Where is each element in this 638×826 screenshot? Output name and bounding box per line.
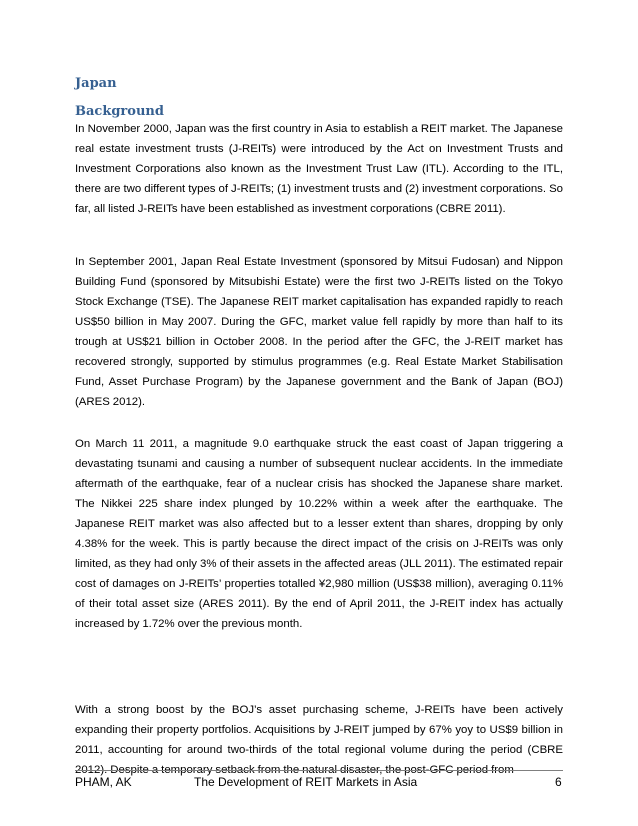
footer-author: PHAM, AK bbox=[75, 775, 132, 789]
footer-page-number: 6 bbox=[555, 775, 562, 789]
paragraph-4: With a strong boost by the BOJ’s asset purchasing scheme, J-REITs have been actively expanding their property portfolios. Acquisitions by J-REIT jumped by 67% yoy to US$9 billion in 2011, accounting for around two-thirds of the total regional volume during the period (CBRE 2012). Despite a temporary setback from the natural disaster, the post-GFC period from bbox=[75, 704, 563, 776]
paragraph-2: In September 2001, Japan Real Estate Investment (sponsored by Mitsui Fudosan) and Nippon Building Fund (sponsored by Mitsubishi Estate) were the first two J-REITs listed on the Tokyo Stock Exchange (TSE). The Japanese REIT market capitalisation has expanded rapidly to reach US$50 billion in May 2007. During the GFC, market value fell rapidly by more than half to its trough at US$21 billion in October 2008. In the period after the GFC, the J-REIT market has recovered strongly, supported by stimulus programmes (e.g. Real Estate Market Stabilisation Fund, Asset Purchase Program) by the Japanese government and the Bank of Japan (BOJ) (ARES 2012). bbox=[75, 256, 563, 408]
paragraph-1: In November 2000, Japan was the first country in Asia to establish a REIT market. The Japanese real estate investment trusts (J-REITs) were introduced by the Act on Investment Trusts and Investment Corporations also known as the Investment Trust Law (ITL). According to the ITL, there are two different types of J-REITs; (1) investment trusts and (2) investment corporations. So far, all listed J-REITs have been established as investment corporations (CBRE 2011). bbox=[75, 123, 563, 215]
paragraph-3: On March 11 2011, a magnitude 9.0 earthquake struck the east coast of Japan triggering a devastating tsunami and causing a number of subsequent nuclear accidents. In the immediate aftermath of the earthquake, fear of a nuclear crisis has shocked the Japanese share market. The Nikkei 225 share index plunged by 10.22% within a week after the earthquake. The Japanese REIT market was also affected but to a lesser extent than shares, dropping by only 4.38% for the week. This is partly because the direct impact of the crisis on J-REITs was only limited, as they had only 3% of their assets in the affected areas (JLL 2011). The estimated repair cost of damages on J-REITs’ properties totalled ¥2,980 million (US$38 million), averaging 0.11% of their total asset size (ARES 2011). By the end of April 2011, the J-REIT index has actually increased by 1.72% over the previous month. bbox=[75, 438, 563, 630]
footer-title: The Development of REIT Markets in Asia bbox=[194, 775, 418, 789]
footer-divider bbox=[75, 770, 563, 771]
section-heading: Japan bbox=[75, 76, 117, 91]
subsection-heading: Background bbox=[75, 104, 164, 119]
